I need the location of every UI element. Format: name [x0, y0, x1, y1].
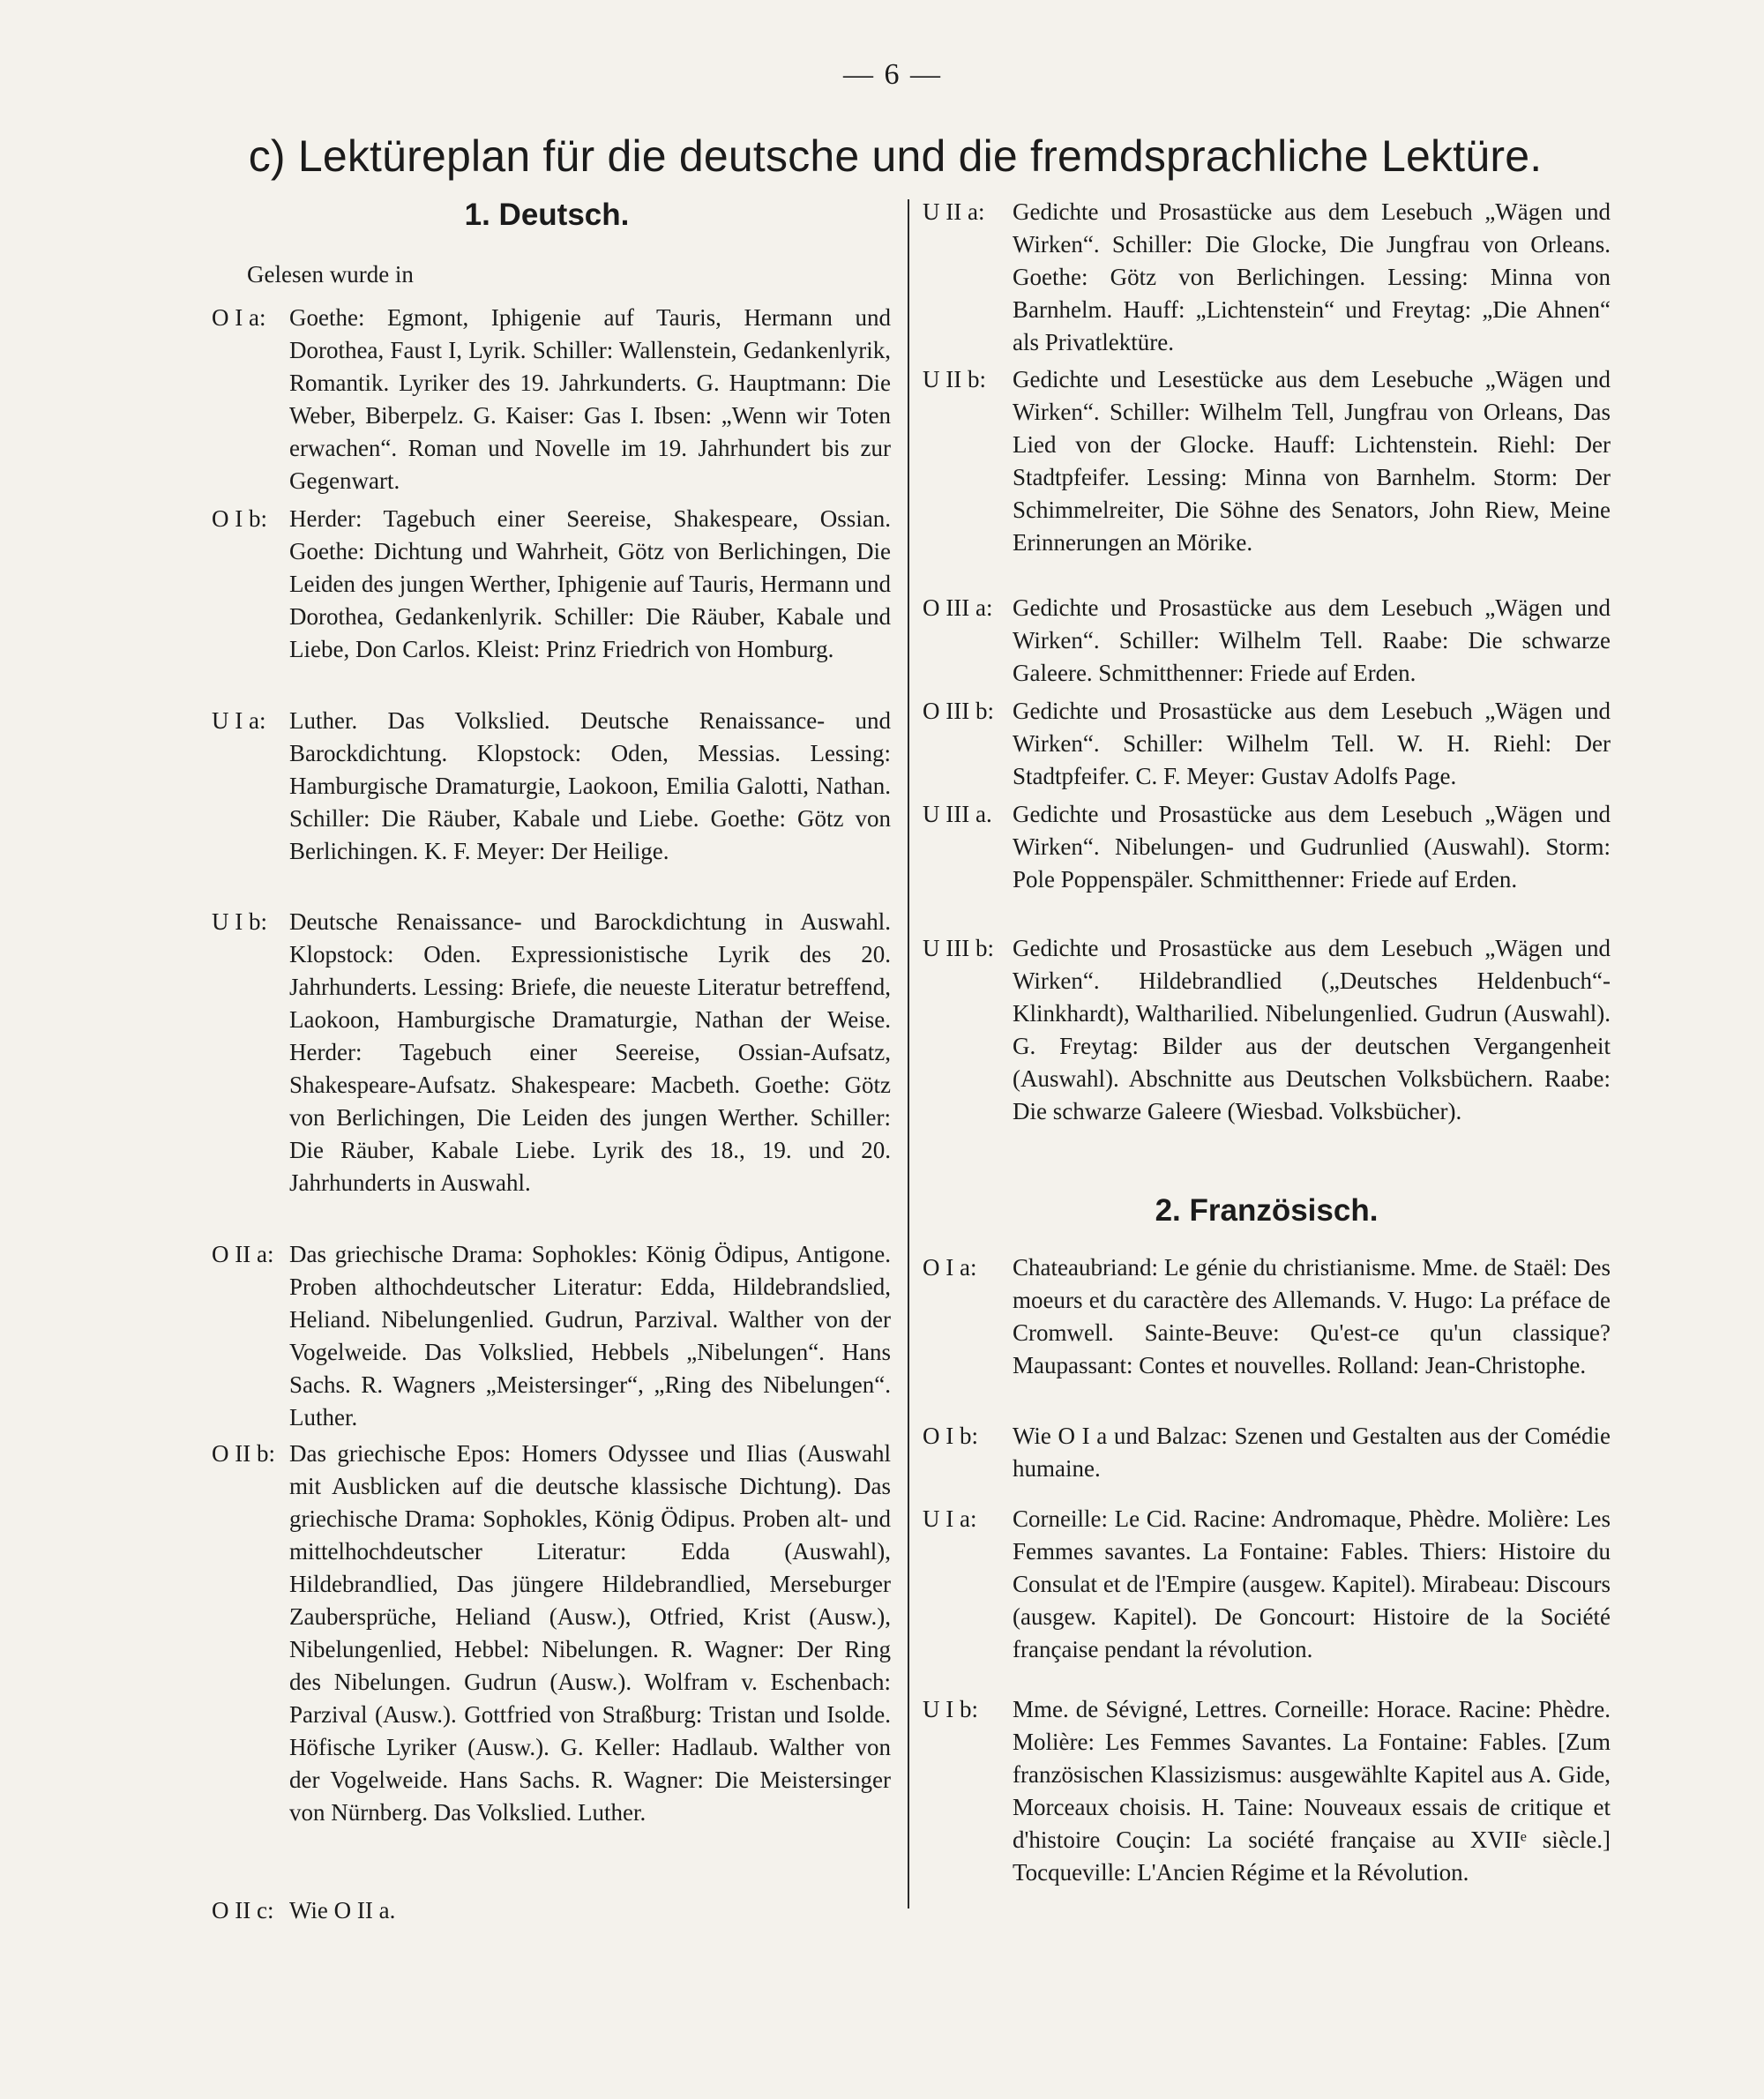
entry-deutsch-oib [212, 503, 891, 666]
entry-deutsch-uib [212, 906, 891, 1199]
entry-class: U III b: [923, 935, 994, 961]
entry-text: Goethe: Egmont, Iphigenie auf Tauris, Hermann und Dorothea, Faust I, Lyrik. Schiller: Wallenstein, Gedankenlyrik, Romantik. Lyriker des 19. Jahrkunderts. G. Hauptmann: Die Weber, Biberpelz. G. Kaiser: Gas I. Ibsen: „Wenn wir Toten erwachen“. Roman und Novelle im 19. Jahrhundert bis zur Gegenwart. [289, 304, 891, 494]
entry-class: O I b: [212, 505, 267, 532]
entry-franz-oib [923, 1420, 1611, 1485]
entry-class: U II b: [923, 366, 986, 392]
entry-text: Gedichte und Prosastücke aus dem Lesebuch „Wägen und Wirken“. Schiller: Wilhelm Tell. W. H. Riehl: Der Stadtpfeifer. C. F. Meyer: Gustav Adolfs Page. [1013, 698, 1611, 789]
entry-class: U I b: [212, 908, 267, 935]
entry-class: O I a: [923, 1254, 977, 1281]
entry-text: Mme. de Sévigné, Lettres. Corneille: Horace. Racine: Phèdre. Molière: Les Femmes Savantes. La Fontaine: Fables. [Zum französischen Klassizismus: ausgewählte Kapitel aus A. Gide, Morceaux choisis. H. Taine: Nouveaux essais de critique et d'histoire Couçin: La société française au XVIIᵉ siècle.] Tocqueville: L'Ancien Régime et la Révolution. [1013, 1696, 1611, 1886]
entry-text: Gedichte und Prosastücke aus dem Lesebuch „Wägen und Wirken“. Schiller: Die Glocke, Die Jungfrau von Orleans. Goethe: Götz von Berlichingen. Lessing: Minna von Barnhelm. Hauff: „Lichtenstein“ und Freytag: „Die Ahnen“ als Privatlektüre. [1013, 198, 1611, 355]
entry-franz-uia [923, 1503, 1611, 1666]
entry-class: O I b: [923, 1423, 978, 1449]
entry-text: Gedichte und Lesestücke aus dem Lesebuche „Wägen und Wirken“. Schiller: Wilhelm Tell, Jungfrau von Orleans, Das Lied von der Glocke. Hauff: Lichtenstein. Riehl: Der Stadtpfeifer. Lessing: Minna von Barnhelm. Storm: Der Schimmelreiter, Die Söhne des Senators, John Riew, Meine Erinnerungen an Mörike. [1013, 366, 1611, 556]
column-divider [908, 199, 909, 1909]
entry-class: U II a: [923, 198, 985, 225]
entry-class: U I b: [923, 1696, 978, 1722]
entry-text: Deutsche Renaissance- und Barockdichtung in Auswahl. Klopstock: Oden. Expressionistische Lyrik des 20. Jahrhunderts. Lessing: Briefe, die neueste Literatur betreffend, Laokoon, Hamburgische Dramaturgie, Nathan der Weise. Herder: Tagebuch einer Seereise, Ossian-Aufsatz, Shakespeare-Aufsatz. Shakespeare: Macbeth. Goethe: Götz von Berlichingen, Die Leiden des jungen Werther. Schiller: Die Räuber, Kabale Liebe. Lyrik des 18., 19. und 20. Jahrhunderts in Auswahl. [289, 908, 891, 1196]
entry-deutsch-uiia [923, 196, 1611, 359]
entry-text: Luther. Das Volkslied. Deutsche Renaissance- und Barockdichtung. Klopstock: Oden, Messias. Lessing: Hamburgische Dramaturgie, Laokoon, Emilia Galotti, Nathan. Schiller: Die Räuber, Kabale und Liebe. Goethe: Götz von Berlichingen. K. F. Meyer: Der Heilige. [289, 707, 891, 864]
entry-text: Wie O II a. [289, 1897, 396, 1923]
entry-deutsch-oia [212, 302, 891, 497]
entry-franz-oia [923, 1251, 1611, 1382]
entry-deutsch-uiiia [923, 798, 1611, 896]
entry-class: U III a. [923, 801, 992, 827]
entry-deutsch-uiib [923, 363, 1611, 559]
entry-text: Gedichte und Prosastücke aus dem Lesebuch „Wägen und Wirken“. Nibelungen- und Gudrunlied (Auswahl). Storm: Pole Poppenspäler. Schmitthenner: Friede auf Erden. [1013, 801, 1611, 893]
page-title: c) Lektüreplan für die deutsche und die fremdsprachliche Lektüre. [248, 131, 1543, 181]
entry-text: Gedichte und Prosastücke aus dem Lesebuch „Wägen und Wirken“. Hildebrandlied („Deutsches Heldenbuch“-Klinkhardt), Waltharilied. Nibelungenlied. Gudrun (Auswahl). G. Freytag: Bilder aus der deutschen Vergangenheit (Auswahl). Abschnitte aus Deutschen Volksbüchern. Raabe: Die schwarze Galeere (Wiesbad. Volksbücher). [1013, 935, 1611, 1124]
entry-text: Gedichte und Prosastücke aus dem Lesebuch „Wägen und Wirken“. Schiller: Wilhelm Tell. Raabe: Die schwarze Galeere. Schmitthenner: Friede auf Erden. [1013, 594, 1611, 686]
entry-class: O II c: [212, 1897, 274, 1923]
entry-deutsch-oiiib [923, 695, 1611, 793]
entry-franz-uib [923, 1693, 1611, 1889]
entry-class: U I a: [212, 707, 266, 734]
entry-deutsch-oiiia [923, 592, 1611, 690]
page-number: — 6 — [843, 58, 942, 91]
entry-class: U I a: [923, 1505, 977, 1532]
entry-deutsch-uia [212, 705, 891, 868]
entry-text: Herder: Tagebuch einer Seereise, Shakespeare, Ossian. Goethe: Dichtung und Wahrheit, Götz von Berlichingen, Die Leiden des jungen Werther, Iphigenie auf Tauris, Hermann und Dorothea, Gedankenlyrik. Schiller: Die Räuber, Kabale und Liebe, Don Carlos. Kleist: Prinz Friedrich von Homburg. [289, 505, 891, 662]
intro-text: Gelesen wurde in [247, 261, 414, 288]
entry-deutsch-oiib [212, 1438, 891, 1829]
entry-deutsch-oiia [212, 1238, 891, 1434]
section-heading-franzoesisch: 2. Französisch. [1155, 1193, 1379, 1228]
entry-text: Corneille: Le Cid. Racine: Andromaque, Phèdre. Molière: Les Femmes savantes. La Fontaine: Fables. Thiers: Histoire du Consulat et de l'Empire (ausgew. Kapitel). Mirabeau: Discours (ausgew. Kapitel). De Goncourt: Histoire de la Société française pendant la révolution. [1013, 1505, 1611, 1662]
entry-class: O III a: [923, 594, 993, 621]
entry-deutsch-uiiib [923, 932, 1611, 1128]
entry-deutsch-oiic [212, 1894, 891, 1927]
entry-text: Chateaubriand: Le génie du christianisme. Mme. de Staël: Des moeurs et du caractère des Allemands. V. Hugo: La préface de Cromwell. Sainte-Beuve: Qu'est-ce qu'un classique? Maupassant: Contes et nouvelles. Rolland: Jean-Christophe. [1013, 1254, 1611, 1378]
entry-text: Das griechische Epos: Homers Odyssee und Ilias (Auswahl mit Ausblicken auf die deutsche klassische Dichtung). Das griechische Drama: Sophokles, König Ödipus. Proben alt- und mittelhochdeutscher Literatur: Edda (Auswahl), Hildebrandlied, Das jüngere Hildebrandlied, Merseburger Zaubersprüche, Heliand (Ausw.), Otfried, Krist (Ausw.), Nibelungenlied, Hebbel: Nibelungen. R. Wagner: Der Ring des Nibelungen. Gudrun (Ausw.). Wolfram v. Eschenbach: Parzival (Ausw.). Gottfried von Straßburg: Tristan und Isolde. Höfische Lyriker (Ausw.). G. Keller: Hadlaub. Walther von der Vogelweide. Hans Sachs. R. Wagner: Die Meistersinger von Nürnberg. Das Volkslied. Luther. [289, 1440, 891, 1826]
entry-class: O III b: [923, 698, 994, 724]
entry-class: O II a: [212, 1241, 274, 1267]
entry-text: Das griechische Drama: Sophokles: König Ödipus, Antigone. Proben althochdeutscher Literatur: Edda, Hildebrandslied, Heliand. Nibelungenlied. Gudrun, Parzival. Walther von der Vogelweide. Das Volkslied, Hebbels „Nibelungen“. Hans Sachs. R. Wagners „Meistersinger“, „Ring des Nibelungen“. Luther. [289, 1241, 891, 1430]
entry-class: O I a: [212, 304, 266, 331]
section-heading-deutsch: 1. Deutsch. [464, 198, 630, 232]
entry-text: Wie O I a und Balzac: Szenen und Gestalten aus der Comédie humaine. [1013, 1423, 1611, 1482]
entry-class: O II b: [212, 1440, 275, 1467]
